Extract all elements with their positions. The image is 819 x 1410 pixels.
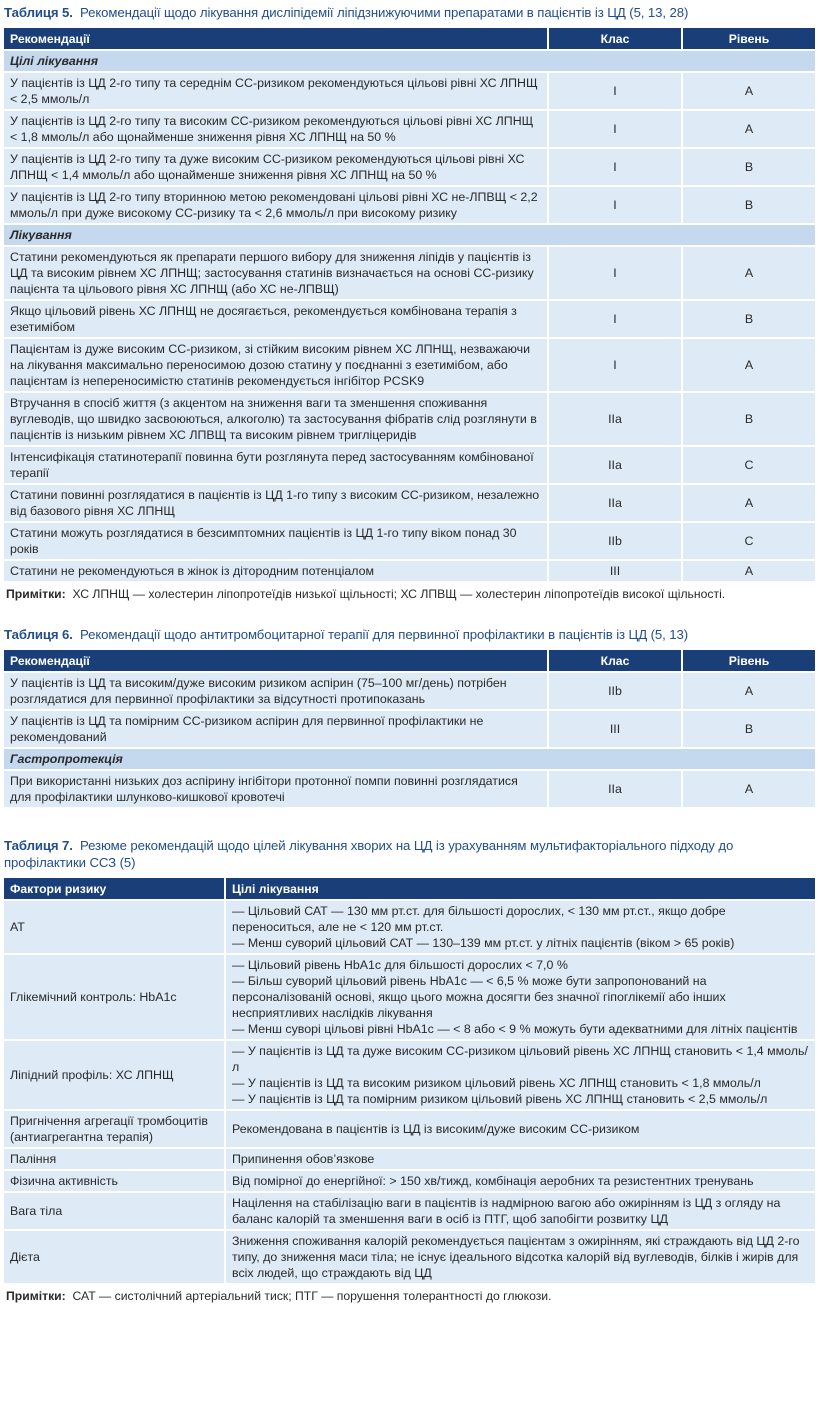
table-row — [4, 1231, 815, 1283]
treatment-goal: — У пацієнтів із ЦД та дуже високим СС-ризиком цільовий рівень ХС ЛПНЩ становить < 1,4 ммоль/л — У пацієнтів із ЦД та високим ризиком цільовий рівень ХС ЛПНЩ становить < 1,8 ммоль/л — У пацієнтів із ЦД та помірним ризиком цільовий рівень ХС ЛПНЩ становить < 2,5 ммоль/л — [226, 1041, 815, 1109]
risk-factor: Ліпідний профіль: ХС ЛПНЩ — [4, 1041, 224, 1109]
recommendation-text: Статини не рекомендуються в жінок із дітородним потенціалом — [4, 561, 547, 581]
recommendation-text: Пацієнтам із дуже високим СС-ризиком, зі стійким високим рівнем ХС ЛПНЩ, незважаючи на лікування максимально переносимою дозою статину у поєднанні з езетимібом, або пацієнтам із непереносимістю статинів рекомендується інгібітор PCSK9 — [4, 339, 547, 391]
table6-header-row — [4, 650, 815, 671]
section-row — [4, 225, 815, 245]
recommendation-text: Статини рекомендуються як препарати першого вибору для зниження ліпідів у пацієнтів із ЦД та високим рівнем ХС ЛПНЩ; застосування статинів визначається на основі СС-ризику пацієнта та цільового рівня ХС ЛПНЩ (або ХС не-ЛПВЩ) — [4, 247, 547, 299]
header-class: Клас — [549, 28, 681, 49]
risk-factor: Дієта — [4, 1231, 224, 1283]
header-risk-factors: Фактори ризику — [4, 878, 224, 899]
level-value: B — [683, 393, 815, 445]
risk-factor: Глікемічний контроль: HbA1c — [4, 955, 224, 1039]
risk-factor: Фізична активність — [4, 1171, 224, 1191]
level-value: B — [683, 149, 815, 185]
recommendation-text: Інтенсифікація статинотерапії повинна бути розглянута перед застосуванням комбінованої терапії — [4, 447, 547, 483]
recommendation-text: У пацієнтів із ЦД 2-го типу та середнім СС-ризиком рекомендуються цільові рівні ХС ЛПНЩ < 2,5 ммоль/л — [4, 73, 547, 109]
level-value: C — [683, 447, 815, 483]
table5-header-row — [4, 28, 815, 49]
table-row — [4, 247, 815, 299]
class-value: I — [549, 247, 681, 299]
class-value: III — [549, 561, 681, 581]
level-value: B — [683, 187, 815, 223]
recommendation-text: У пацієнтів із ЦД та помірним СС-ризиком аспірин для первинної профілактики не рекомендований — [4, 711, 547, 747]
treatment-goal: Припинення обов’язкове — [226, 1149, 815, 1169]
table7 — [4, 876, 815, 1285]
table6-caption: Таблиця 6. Рекомендації щодо антитромбоцитарної терапії для первинної профілактики в пацієнтів із ЦД (5, 13) — [4, 627, 689, 642]
treatment-goal: Зниження споживання калорій рекомендується пацієнтам з ожирінням, які страждають від ЦД 2-го типу, до зниження маси тіла; не існує ідеального відсотка калорій від вуглеводів, білків і жирів для всіх людей, що страждають від ЦД — [226, 1231, 815, 1283]
table-row — [4, 149, 815, 185]
header-level: Рівень — [683, 650, 815, 671]
treatment-goal: — Цільовий САТ — 130 мм рт.ст. для більшості дорослих, < 130 мм рт.ст., якщо добре переноситься, але не < 120 мм рт.ст. — Менш суворий цільовий САТ — 130–139 мм рт.ст. у літніх пацієнтів (віком > 65 років) — [226, 901, 815, 953]
class-value: IIa — [549, 771, 681, 807]
section-title: Лікування — [4, 225, 815, 245]
table-row — [4, 1041, 815, 1109]
level-value: B — [683, 301, 815, 337]
class-value: IIa — [549, 393, 681, 445]
class-value: IIa — [549, 447, 681, 483]
header-treatment-goals: Цілі лікування — [226, 878, 815, 899]
level-value: A — [683, 73, 815, 109]
table-row — [4, 1149, 815, 1169]
risk-factor: Паління — [4, 1149, 224, 1169]
table-row — [4, 955, 815, 1039]
table7-caption: Таблиця 7. Резюме рекомендацій щодо цілей лікування хворих на ЦД із урахуванням мультифакторіального підходу до профілактики ССЗ (5) — [4, 838, 734, 870]
treatment-goal: Від помірної до енергійної: > 150 хв/тижд, комбінація аеробних та резистентних тренувань — [226, 1171, 815, 1191]
table5-caption: Таблиця 5. Рекомендації щодо лікування дисліпідемії ліпідзнижуючими препаратами в пацієнтів із ЦД (5, 13, 28) — [4, 5, 689, 20]
treatment-goal: Рекомендована в пацієнтів із ЦД із високим/дуже високим СС-ризиком — [226, 1111, 815, 1147]
section-title: Цілі лікування — [4, 51, 815, 71]
class-value: I — [549, 111, 681, 147]
recommendation-text: У пацієнтів із ЦД 2-го типу вторинною метою рекомендовані цільові рівні ХС не-ЛПВЩ < 2,2 ммоль/л при дуже високому СС-ризику та < 2,6 ммоль/л при високому ризику — [4, 187, 547, 223]
table-row — [4, 73, 815, 109]
table-row — [4, 771, 815, 807]
table5-note: Примітки: ХС ЛПНЩ — холестерин ліпопротеїдів низької щільності; ХС ЛПВЩ — холестерин ліпопротеїдів високої щільності. — [6, 587, 726, 601]
table-row — [4, 901, 815, 953]
recommendation-text: У пацієнтів із ЦД та високим/дуже високим ризиком аспірин (75–100 мг/день) потрібен розглядатися для первинної профілактики за відсутності протипоказань — [4, 673, 547, 709]
recommendation-text: Статини можуть розглядатися в безсимптомних пацієнтів із ЦД 1-го типу віком понад 30 років — [4, 523, 547, 559]
table-row — [4, 111, 815, 147]
class-value: I — [549, 187, 681, 223]
recommendation-text: Втручання в спосіб життя (з акцентом на зниження ваги та зменшення споживання вуглеводів, що швидко засвоюються, алкоголю) та застосування фібратів слід розглянути в пацієнтів із низьким рівнем ХС ЛПВЩ та високим рівнем тригліцеридів — [4, 393, 547, 445]
level-value: C — [683, 523, 815, 559]
level-value: A — [683, 485, 815, 521]
treatment-goal: — Цільовий рівень HbA1c для більшості дорослих < 7,0 % — Більш суворий цільовий рівень HbA1c — < 6,5 % може бути запропонований на персоналізованій основі, якщо цього можна досягти без значної гіпоглікемії або інших несприятливих наслідків лікування — Менш суворі цільові рівні HbA1c — < 8 або < 9 % можуть бути адекватними для літніх пацієнтів — [226, 955, 815, 1039]
section-row — [4, 749, 815, 769]
level-value: B — [683, 711, 815, 747]
table-row — [4, 1111, 815, 1147]
level-value: A — [683, 247, 815, 299]
class-value: III — [549, 711, 681, 747]
table7-note: Примітки: САТ — систолічний артеріальний тиск; ПТГ — порушення толерантності до глюкози. — [6, 1289, 552, 1303]
table-row — [4, 523, 815, 559]
recommendation-text: Якщо цільовий рівень ХС ЛПНЩ не досягається, рекомендується комбінована терапія з езетимібом — [4, 301, 547, 337]
class-value: I — [549, 73, 681, 109]
class-value: I — [549, 339, 681, 391]
table-row — [4, 485, 815, 521]
header-recommendations: Рекомендації — [4, 28, 547, 49]
level-value: A — [683, 771, 815, 807]
table-row — [4, 187, 815, 223]
header-class: Клас — [549, 650, 681, 671]
recommendation-text: Статини повинні розглядатися в пацієнтів із ЦД 1-го типу з високим СС-ризиком, незалежно від базового рівня ХС ЛПНЩ — [4, 485, 547, 521]
risk-factor: АТ — [4, 901, 224, 953]
class-value: IIa — [549, 485, 681, 521]
header-level: Рівень — [683, 28, 815, 49]
recommendation-text: У пацієнтів із ЦД 2-го типу та дуже високим СС-ризиком рекомендуються цільові рівні ХС ЛПНЩ < 1,4 ммоль/л або щонайменше зниження рівня ХС ЛПНЩ на 50 % — [4, 149, 547, 185]
section-row — [4, 51, 815, 71]
recommendation-text: У пацієнтів із ЦД 2-го типу та високим СС-ризиком рекомендуються цільові рівні ХС ЛПНЩ < 1,8 ммоль/л або щонайменше зниження рівня ХС ЛПНЩ на 50 % — [4, 111, 547, 147]
risk-factor: Пригнічення агрегації тромбоцитів (антиагрегантна терапія) — [4, 1111, 224, 1147]
table-row — [4, 1171, 815, 1191]
class-value: IIb — [549, 523, 681, 559]
class-value: I — [549, 301, 681, 337]
table-row — [4, 561, 815, 581]
level-value: A — [683, 673, 815, 709]
header-recommendations: Рекомендації — [4, 650, 547, 671]
table6 — [4, 648, 815, 809]
table-row — [4, 711, 815, 747]
table5 — [4, 26, 815, 583]
level-value: A — [683, 561, 815, 581]
level-value: A — [683, 339, 815, 391]
class-value: IIb — [549, 673, 681, 709]
table-row — [4, 673, 815, 709]
class-value: I — [549, 149, 681, 185]
table-row — [4, 447, 815, 483]
level-value: A — [683, 111, 815, 147]
risk-factor: Вага тіла — [4, 1193, 224, 1229]
table-row — [4, 301, 815, 337]
treatment-goal: Націлення на стабілізацію ваги в пацієнтів із надмірною вагою або ожирінням із ЦД з огляду на баланс калорій та зменшення ваги в осіб із ПТГ, щоб запобігти розвитку ЦД — [226, 1193, 815, 1229]
table-row — [4, 1193, 815, 1229]
recommendation-text: При використанні низьких доз аспірину інгібітори протонної помпи повинні розглядатися для профілактики шлунково-кишкової кровотечі — [4, 771, 547, 807]
table-row — [4, 339, 815, 391]
section-title: Гастропротекція — [4, 749, 815, 769]
table-row — [4, 393, 815, 445]
table7-header-row — [4, 878, 815, 899]
